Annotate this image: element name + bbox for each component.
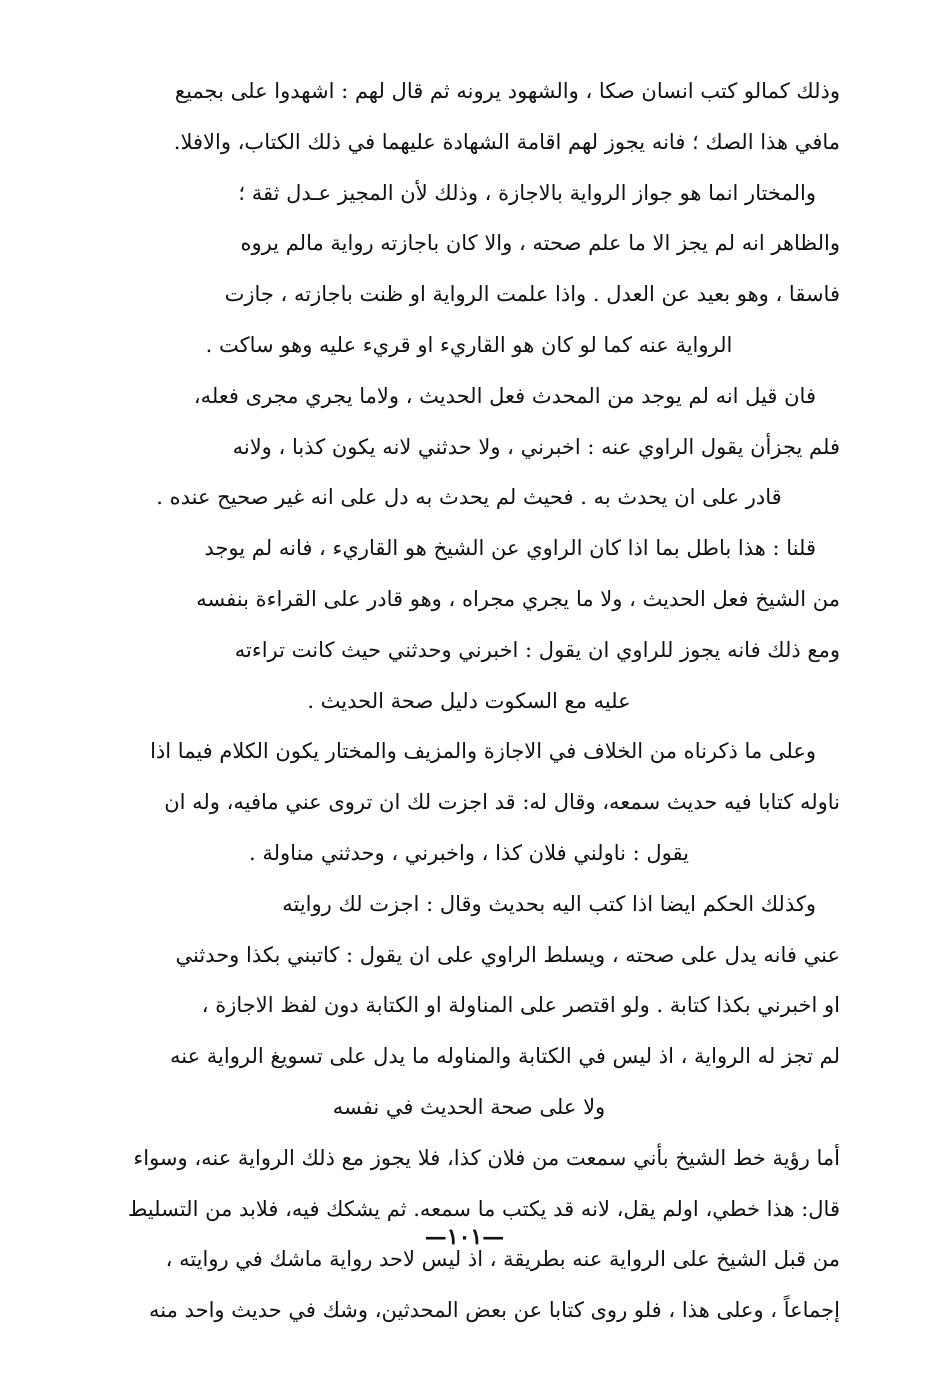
text-line: من قبل الشيخ على الرواية عنه بطريقة ، اذ ليس لاحد رواية ماشك في روايته ، bbox=[165, 1247, 840, 1272]
text-line: وكذلك الحكم ايضا اذا كتب اليه بحديث وقال : اجزت لك روايته bbox=[282, 891, 816, 916]
text-line: الرواية عنه كما لو كان هو القاريء او قريء عليه وهو ساكت . bbox=[205, 332, 733, 357]
text-line: قلنا : هذا باطل بما اذا كان الراوي عن الشيخ هو القاريء ، فانه لم يوجد bbox=[204, 536, 816, 561]
text-line: ومع ذلك فانه يجوز للراوي ان يقول : اخبرني وحدثني حيث كانت تراءته bbox=[234, 637, 840, 662]
text-line: ناوله كتابا فيه حديث سمعه، وقال له: قد اجزت لك ان تروى عني مافيه، وله ان bbox=[164, 790, 840, 815]
text-line: عليه مع السكوت دليل صحة الحديث . bbox=[307, 688, 631, 713]
text-line: وعلى ما ذكرناه من الخلاف في الاجازة والمزيف والمختار يكون الكلام فيما اذا bbox=[150, 739, 816, 764]
text-line: يقول : ناولني فلان كذا ، واخبرني ، وحدثني مناولة . bbox=[249, 840, 689, 865]
text-line: فلم يجزأن يقول الراوي عنه : اخبرني ، ولا حدثني لانه يكون كذبا ، ولانه bbox=[232, 434, 840, 459]
body-text bbox=[98, 66, 840, 1336]
text-line: إجماعاً ، وعلى هذا ، فلو روى كتابا عن بعض المحدثين، وشك في حديث واحد منه bbox=[149, 1298, 840, 1323]
text-line: وذلك كمالو كتب انسان صكا ، والشهود يرونه ثم قال لهم : اشهدوا على بجميع bbox=[174, 79, 840, 103]
text-line: لم تجز له الرواية ، اذ ليس في الكتابة والمناوله ما يدل على تسويغ الرواية عنه bbox=[169, 1044, 840, 1069]
text-line: والمختار انما هو جواز الرواية بالاجازة ، وذلك لأن المجيز عـدل ثقة ؛ bbox=[238, 180, 816, 205]
text-line: فاسقا ، وهو بعيد عن العدل . واذا علمت الرواية او ظنت باجازته ، جازت bbox=[224, 282, 840, 307]
text-line: ولا على صحة الحديث في نفسه bbox=[332, 1094, 606, 1119]
text-line: قال: هذا خطي، اولم يقل، لانه قد يكتب ما سمعه. ثم يشكك فيه، فلابد من التسليط bbox=[127, 1196, 840, 1221]
text-line: قادر على ان يحدث به . فحيث لم يحدث به دل على انه غير صحيح عنده . bbox=[156, 485, 782, 510]
text-line: فان قيل انه لم يوجد من المحدث فعل الحديث ، ولاما يجري مجرى فعله، bbox=[193, 383, 816, 408]
text-line: والظاهر انه لم يجز الا ما علم صحته ، والا كان باجازته رواية مالم يروه bbox=[240, 231, 840, 256]
text-line: مافي هذا الصك ؛ فانه يجوز لهم اقامة الشهادة عليهما في ذلك الكتاب، والافلا. bbox=[173, 129, 840, 154]
text-line: من الشيخ فعل الحديث ، ولا ما يجري مجراه ، وهو قادر على القراءة بنفسه bbox=[196, 586, 840, 611]
page-number: —١٠١— bbox=[424, 1224, 505, 1250]
text-line: او اخبرني بكذا كتابة . ولو اقتصر على المناولة او الكتابة دون لفظ الاجازة ، bbox=[201, 993, 840, 1018]
text-line: أما رؤية خط الشيخ بأني سمعت من فلان كذا، فلا يجوز مع ذلك الرواية عنه، وسواء bbox=[133, 1145, 840, 1170]
text-line: عني فانه يدل على صحته ، ويسلط الراوي على ان يقول : كاتبني بكذا وحدثني bbox=[175, 942, 840, 967]
